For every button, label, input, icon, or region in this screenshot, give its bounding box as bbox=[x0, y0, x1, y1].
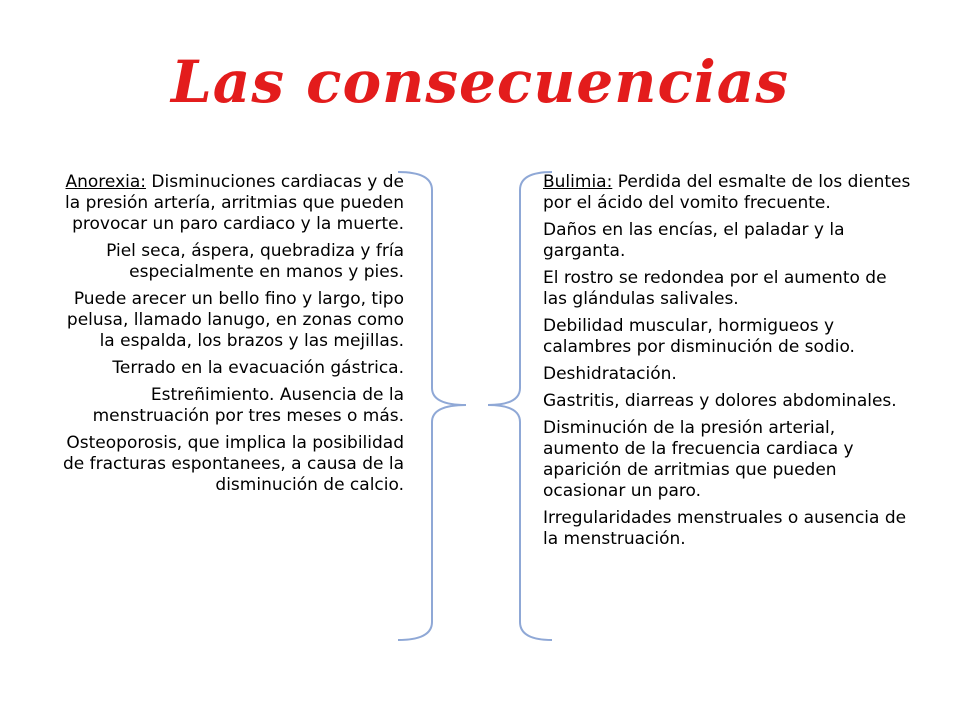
bulimia-item: Irregularidades menstruales o ausencia de la menstruación. bbox=[543, 508, 907, 549]
slide-title: Las consecuencias bbox=[170, 48, 790, 116]
anorexia-item-text: Disminuciones cardiacas y de la presión artería, arritmias que pueden provocar un paro cardiaco y la muerte. bbox=[65, 172, 404, 234]
bulimia-item: Gastritis, diarreas y dolores abdominales. bbox=[543, 391, 897, 411]
bulimia-item: Debilidad muscular, hormigueos y calambres por disminución de sodio. bbox=[543, 316, 855, 357]
left-brace bbox=[398, 172, 466, 640]
anorexia-item: Estreñimiento. Ausencia de la menstruación por tres meses o más. bbox=[92, 385, 404, 426]
bulimia-item: Deshidratación. bbox=[543, 364, 677, 384]
bulimia-term: Bulimia: bbox=[543, 172, 613, 192]
anorexia-item: Terrado en la evacuación gástrica. bbox=[112, 358, 404, 378]
bulimia-item: Daños en las encías, el paladar y la garganta. bbox=[543, 220, 845, 261]
anorexia-term: Anorexia: bbox=[65, 172, 146, 192]
bulimia-item: El rostro se redondea por el aumento de las glándulas salivales. bbox=[543, 268, 887, 309]
bulimia-item-text: Perdida del esmalte de los dientes por el ácido del vomito frecuente. bbox=[543, 172, 911, 213]
bulimia-column bbox=[543, 172, 915, 556]
bulimia-item: Disminución de la presión arterial, aumento de la frecuencia cardiaca y aparición de arritmias que pueden ocasionar un paro. bbox=[543, 418, 854, 501]
anorexia-item bbox=[52, 172, 404, 235]
anorexia-item: Osteoporosis, que implica la posibilidad de fracturas espontanees, a causa de la disminución de calcio. bbox=[62, 433, 404, 495]
anorexia-column bbox=[52, 172, 404, 502]
bulimia-item bbox=[543, 172, 915, 214]
anorexia-item: Piel seca, áspera, quebradiza y fría especialmente en manos y pies. bbox=[106, 241, 404, 282]
anorexia-item: Puede arecer un bello fino y largo, tipo pelusa, llamado lanugo, en zonas como la espalda, los brazos y las mejillas. bbox=[66, 289, 404, 351]
